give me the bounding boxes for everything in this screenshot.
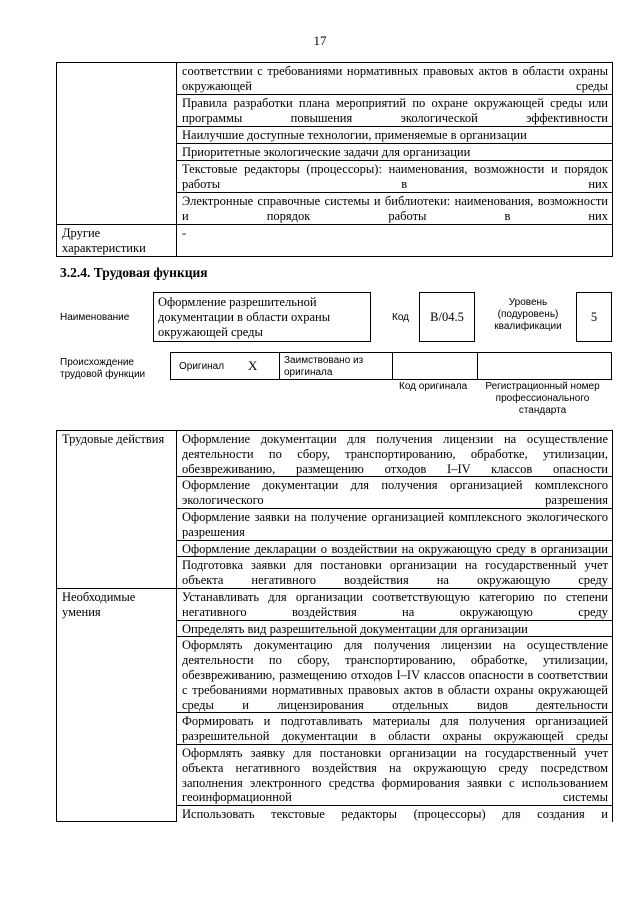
level-value: 5 (590, 310, 598, 324)
origin-divider (477, 352, 478, 380)
level-box (576, 292, 612, 342)
labor-function-table (56, 430, 613, 822)
code-label: Код (392, 312, 410, 323)
actions-label: Трудовые действия (57, 431, 177, 589)
level-label: Уровень (подуровень) квалификации (494, 297, 562, 332)
function-name: Оформление разрешительной документации в области охраны окружающей среды (158, 295, 331, 339)
skill-item: Оформлять заявку для постановки организации на государственный учет объекта негативного воздействия на окружающую среду посредством заполнения электронного средства формирования заявки с использованием геоинформационной системы (177, 744, 613, 805)
origin-row (170, 352, 612, 380)
action-item: Оформление декларации о воздействии на окружающую среду в организации (177, 540, 613, 557)
knowledge-item: Наилучшие доступные технологии, применяемые в организации (177, 127, 613, 144)
skill-item: Определять вид разрешительной документации для организации (177, 620, 613, 637)
skill-item: Использовать текстовые редакторы (процессоры) для создания и (177, 806, 613, 822)
original-mark: X (248, 358, 258, 373)
function-name-box (153, 292, 371, 342)
knowledge-item: Текстовые редакторы (процессоры): наименования, возможности и порядок работы в них (177, 161, 613, 193)
knowledge-table (56, 62, 613, 257)
section-heading: 3.2.4. Трудовая функция (60, 265, 208, 280)
code-value: В/04.5 (430, 310, 464, 324)
action-item: Оформление заявки на получение организацией комплексного экологического разрешения (177, 508, 613, 540)
action-item: Оформление документации для получения организацией комплексного экологического разрешения (177, 477, 613, 509)
skills-label: Необходимые умения (57, 588, 177, 821)
knowledge-item: соответствии с требованиями нормативных правовых актов в области охраны окружающей среды (177, 63, 613, 95)
origin-label: Происхождение трудовой функции (60, 357, 146, 380)
page-number: 17 (313, 33, 327, 48)
other-characteristics-value: - (177, 225, 613, 257)
borrowed-label: Заимствовано из оригинала (284, 355, 364, 378)
knowledge-item: Электронные справочные системы и библиотеки: наименования, возможности и порядок работы в них (177, 193, 613, 225)
other-characteristics-label: Другие характеристики (57, 225, 177, 257)
skill-item: Устанавливать для организации соответствующую категорию по степени негативного воздействия на окружающую среду (177, 588, 613, 620)
original-label: Оригинал (179, 361, 225, 372)
code-original-label: Код оригинала (399, 381, 468, 392)
origin-divider (279, 352, 280, 380)
origin-divider (392, 352, 393, 380)
knowledge-item: Правила разработки плана мероприятий по охране окружающей среды или программы повышения экологической эффективности (177, 95, 613, 127)
knowledge-label-cell (57, 63, 177, 225)
skill-item: Оформлять документацию для получения лицензии на осуществление деятельности по сбору, транспортированию, обработке, утилизации, обезвреживанию, размещению отходов I–IV классов опасности в соответствии с требованиями нормативных правовых актов в области охраны окружающей среды и лицензирования отдельных видов деятельности (177, 637, 613, 713)
skill-item: Формировать и подготавливать материалы для получения организацией разрешительной документации в области охраны окружающей среды (177, 713, 613, 745)
action-item: Подготовка заявки для постановки организации на государственный учет объекта негативного воздействия на окружающую среду (177, 557, 613, 589)
reg-number-label: Регистрационный номер профессионального стандарта (485, 381, 600, 416)
action-item: Оформление документации для получения лицензии на осуществление деятельности по сбору, транспортированию, обработке, утилизации, обезвреживанию, размещению отходов I–IV классов опасности (177, 431, 613, 477)
knowledge-item: Приоритетные экологические задачи для организации (177, 144, 613, 161)
name-label: Наименование (60, 312, 130, 323)
code-box (419, 292, 475, 342)
